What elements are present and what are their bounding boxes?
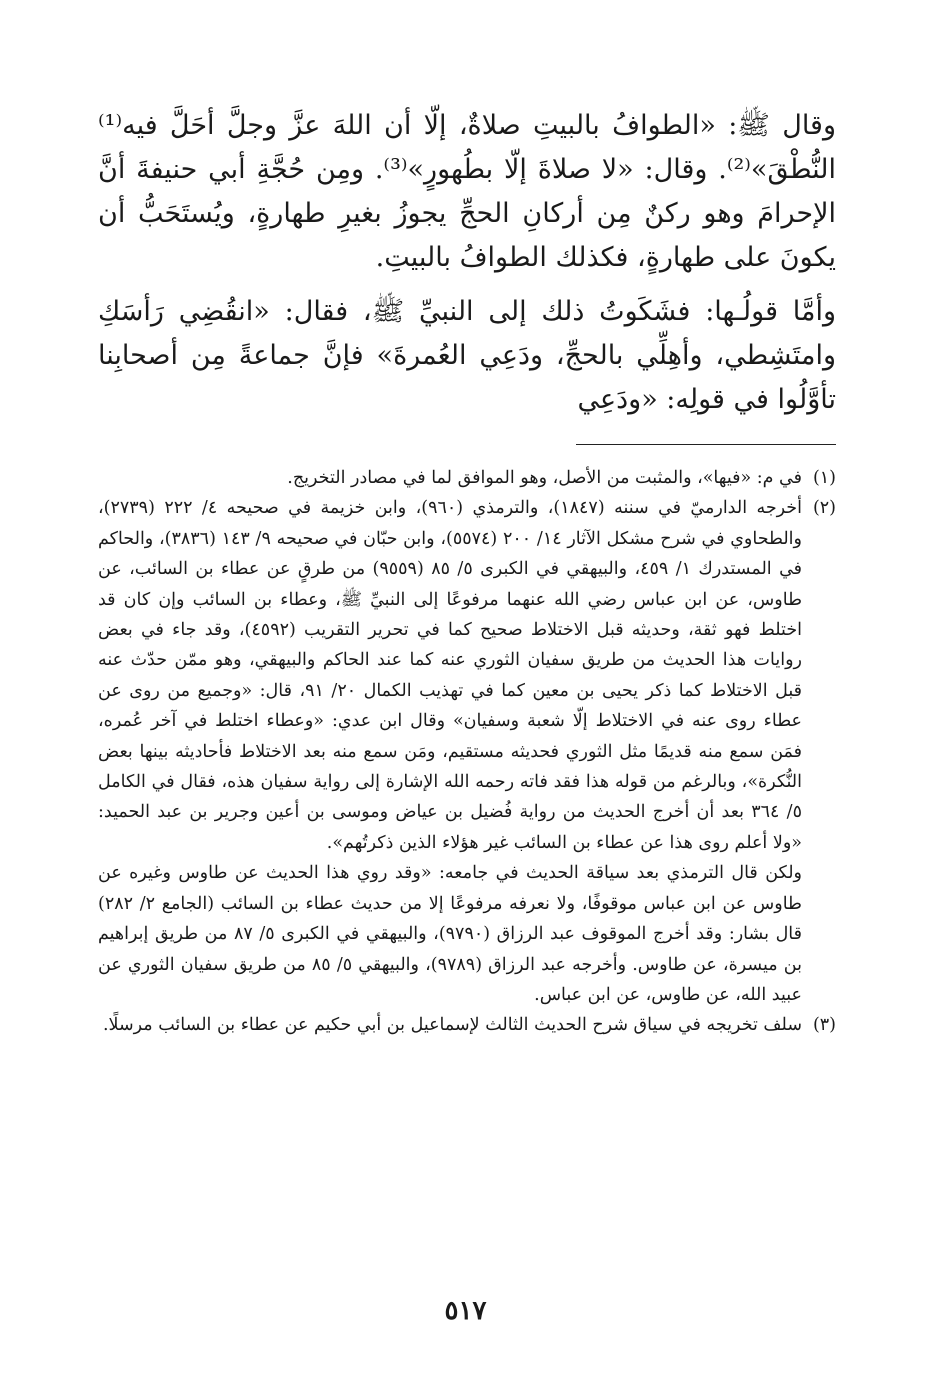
footnote-number: (٢) [812, 498, 836, 519]
footnote-2-continuation: ولكن قال الترمذي بعد سياقة الحديث في جامعه: «وقد روي هذا الحديث عن طاوس وغيره عن طاوس عن ابن عباس موقوفًا، ولا نعرفه مرفوعًا إلا من حديث عطاء بن السائب (الجامع ٢/ ٢٨٢) قال بشار: وقد أخرج الموقوف عبد الرزاق (٩٧٩٠)، والبيهقي في الكبرى ٥/ ٨٧ من طريق إبراهيم بن ميسرة، عن طاوس. وأخرجه عبد الرزاق (٩٧٨٩)، والبيهقي ٥/ ٨٥ من طريق سفيان الثوري عن عبيد الله، عن طاوس، عن ابن عباس. [98, 863, 802, 1005]
footnote-1 [98, 463, 836, 493]
footnote-2 [98, 493, 836, 858]
footnote-separator [576, 444, 836, 445]
main-paragraph: وأمَّا قولُـها: فشَكَوتُ ذلك إلى النبيِّ ﷺ، فقال: «انقُضِي رَأسَكِ وامتَشِطي، وأهِلِّي بالحجِّ، ودَعِي العُمرةَ» فإنَّ جماعةً مِن أصحابِنا تأوَّلُوا في قولِه: «ودَعِي [98, 296, 836, 415]
page-number: ٥١٧ [444, 1296, 487, 1326]
book-page [98, 104, 836, 1041]
footnote-text: في م: «فيها»، والمثبت من الأصل، وهو الموافق لما في مصادر التخريج. [287, 468, 802, 488]
footnote-3 [98, 1010, 836, 1040]
main-text [98, 104, 836, 422]
main-paragraph: وقال ﷺ: «الطوافُ بالبيتِ صلاةٌ، إلّا أن اللهَ عزَّ وجلَّ أحَلَّ فيه⁽¹⁾ النُّطْقَ»⁽²⁾. وقال: «لا صلاةَ إلّا بطُهورٍ»⁽³⁾. ومِن حُجَّةِ أبي حنيفةَ أنَّ الإحرامَ وهو ركنٌ مِن أركانِ الحجِّ يجوزُ بغيرِ طهارةٍ، ويُستَحَبُّ أن يكونَ على طهارةٍ، فكذلك الطوافُ بالبيتِ. [98, 110, 836, 273]
footnote-number: (٣) [812, 1015, 836, 1036]
footnotes [98, 463, 836, 1041]
footnote-number: (١) [812, 468, 836, 488]
footnote-text: سلف تخريجه في سياق شرح الحديث الثالث لإسماعيل بن أبي حكيم عن عطاء بن السائب مرسلًا. [102, 1015, 802, 1036]
footnote-text: أخرجه الدارميّ في سننه (١٨٤٧)، والترمذي (٩٦٠)، وابن خزيمة في صحيحه ٤/ ٢٢٢ (٢٧٣٩)، والطحاوي في شرح مشكل الآثار ١٤/ ٢٠٠ (٥٥٧٤)، وابن حبّان في صحيحه ٩/ ١٤٣ (٣٨٣٦)، والحاكم في المستدرك ١/ ٤٥٩، والبيهقي في الكبرى ٥/ ٨٥ (٩٥٥٩) من طرقٍ عن عطاء بن السائب، عن طاوس، عن ابن عباس رضي الله عنهما مرفوعًا إلى النبيِّ ﷺ، وعطاء بن السائب وإن كان قد اختلط فهو ثقة، وحديثه قبل الاختلاط صحيح كما في تحرير التقريب (٤٥٩٢)، وقد جاء في بعض روايات هذا الحديث من طريق سفيان الثوري عنه كما عند الحاكم والبيهقي، وهو ممّن حدّث عنه قبل الاختلاط كما ذكر يحيى بن معين كما في تهذيب الكمال ٢٠/ ٩١، قال: «وجميع من روى عن عطاء روى عنه في الاختلاط إلّا شعبة وسفيان» وقال ابن عدي: «وعطاء اختلط في آخر عُمره، فمَن سمع منه قديمًا مثل الثوري فحديثه مستقيم، ومَن سمع منه بعد الاختلاط فأحاديثه بينها بعض النُّكرة»، وبالرغم من قوله هذا فقد فاته رحمه الله الإشارة إلى رواية سفيان هذه، فقال في الكامل ٥/ ٣٦٤ بعد أن أخرج الحديث من رواية فُضيل بن عياض وموسى بن أعين وجرير بن عبد الحميد: «ولا أعلم روى هذا عن عطاء بن السائب غير هؤلاء الذين ذكرتُهم». [98, 498, 803, 853]
